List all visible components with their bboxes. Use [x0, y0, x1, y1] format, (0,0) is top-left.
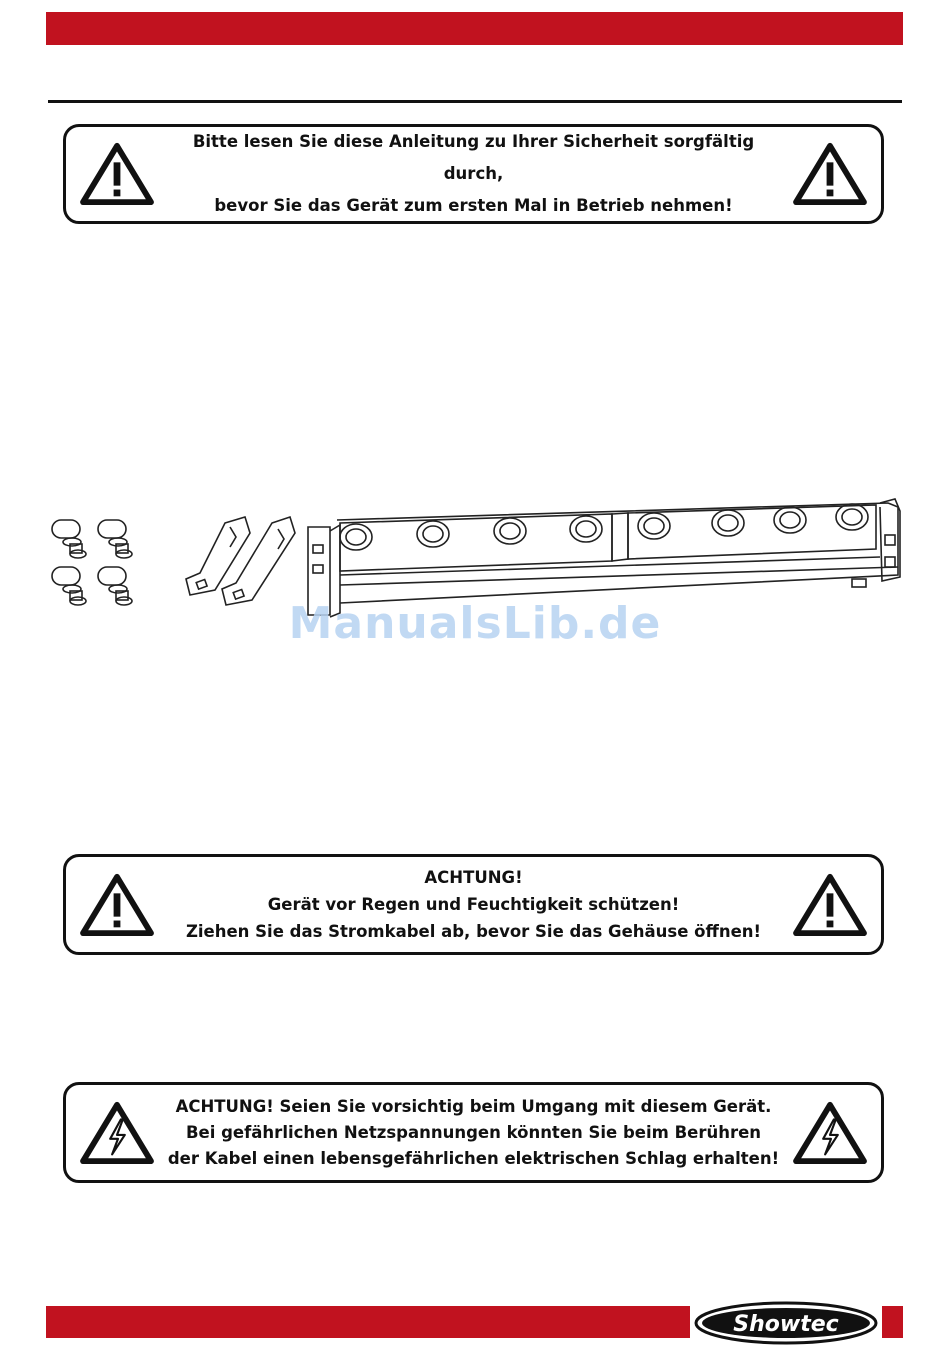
warning-text-line: Bei gefährlichen Netzspannungen könnten Sie beim Berühren [185, 1122, 762, 1142]
high-voltage-icon [78, 1100, 156, 1166]
footer-bar-end [882, 1306, 903, 1338]
showtec-logo [693, 1300, 879, 1346]
watermark: ManualsLib.de [288, 598, 662, 649]
warning-text-line: Ziehen Sie das Stromkabel ab, bevor Sie das Gehäuse öffnen! [185, 922, 762, 941]
warning-triangle-icon [791, 141, 869, 207]
warning-box-moisture [63, 854, 884, 955]
thumb-screws-icon [52, 520, 132, 605]
warning-text-line: Gerät vor Regen und Feuchtigkeit schützen! [267, 895, 680, 914]
warning-heading: ACHTUNG! [424, 868, 523, 887]
brand-text: Showtec [733, 1312, 839, 1337]
warning-text-line: Bitte lesen Sie diese Anleitung zu Ihrer Sicherheit sorgfältig durch, [192, 132, 755, 183]
warning-text-line: der Kabel einen lebensgefährlichen elektrischen Schlag erhalten! [167, 1148, 780, 1168]
warning-box-electric-shock [63, 1082, 884, 1183]
warning-triangle-icon [78, 141, 156, 207]
warning-text-line: ACHTUNG! Seien Sie vorsichtig beim Umgang mit diesem Gerät. [175, 1096, 772, 1116]
mounting-brackets-icon [186, 517, 295, 605]
high-voltage-icon [791, 1100, 869, 1166]
header-rule [48, 100, 902, 103]
header-bar [46, 12, 903, 45]
warning-triangle-icon [78, 872, 156, 938]
warning-text-line: bevor Sie das Gerät zum ersten Mal in Betrieb nehmen! [214, 196, 733, 215]
warning-box-read-manual [63, 124, 884, 224]
warning-triangle-icon [791, 872, 869, 938]
footer-bar [46, 1306, 690, 1338]
